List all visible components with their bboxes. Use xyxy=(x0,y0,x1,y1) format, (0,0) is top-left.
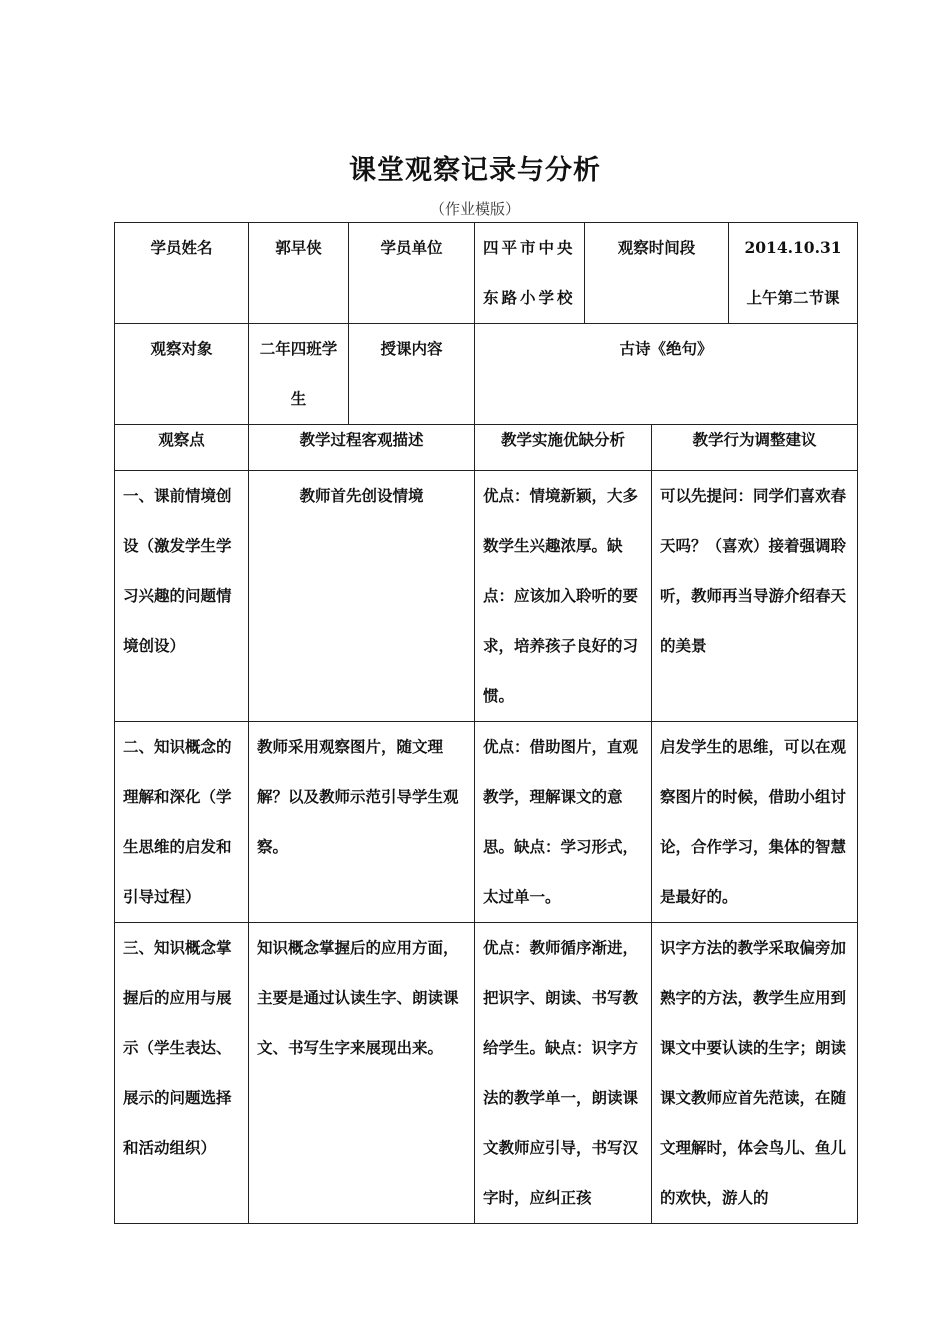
col-header-suggestion: 教学行为调整建议 xyxy=(652,425,858,471)
col-header-process: 教学过程客观描述 xyxy=(249,425,475,471)
row3-point: 三、知识概念掌握后的应用与展示（学生表达、展示的问题选择和活动组织） xyxy=(115,923,249,1224)
label-object: 观察对象 xyxy=(115,324,249,425)
observation-table xyxy=(114,222,858,1224)
row3-suggestion: 识字方法的教学采取偏旁加熟字的方法，教学生应用到课文中要认读的生字；朗读课文教师应首先范读，在随文理解时，体会鸟儿、鱼儿的欢快，游人的 xyxy=(652,923,858,1224)
row2-process: 教师采用观察图片，随文理解？以及教师示范引导学生观察。 xyxy=(249,722,475,923)
table-row xyxy=(115,923,858,1224)
column-header-row xyxy=(115,425,858,471)
header-row-1 xyxy=(115,223,858,324)
row3-analysis: 优点：教师循序渐进，把识字、朗读、书写教给学生。缺点：识字方法的教学单一，朗读课文教师应引导，书写汉字时，应纠正孩 xyxy=(475,923,652,1224)
document-title: 课堂观察记录与分析 xyxy=(349,155,601,186)
table-row xyxy=(115,471,858,722)
header-row-2 xyxy=(115,324,858,425)
table-row xyxy=(115,722,858,923)
value-unit: 四平市中央东路小学校 xyxy=(475,223,585,324)
row2-point: 二、知识概念的理解和深化（学生思维的启发和引导过程） xyxy=(115,722,249,923)
col-header-point: 观察点 xyxy=(115,425,249,471)
label-time: 观察时间段 xyxy=(585,223,729,324)
value-content: 古诗《绝句》 xyxy=(475,324,858,425)
col-header-analysis: 教学实施优缺分析 xyxy=(475,425,652,471)
value-time: 2014.10.31上午第二节课 xyxy=(729,223,858,324)
row2-suggestion: 启发学生的思维，可以在观察图片的时候，借助小组讨论，合作学习，集体的智慧是最好的。 xyxy=(652,722,858,923)
row2-analysis: 优点：借助图片，直观教学，理解课文的意思。缺点：学习形式，太过单一。 xyxy=(475,722,652,923)
row1-point: 一、课前情境创设（激发学生学习兴趣的问题情境创设） xyxy=(115,471,249,722)
value-object: 二年四班学生 xyxy=(249,324,349,425)
value-name: 郭早侠 xyxy=(249,223,349,324)
label-content: 授课内容 xyxy=(349,324,475,425)
row3-process: 知识概念掌握后的应用方面，主要是通过认读生字、朗读课文、书写生字来展现出来。 xyxy=(249,923,475,1224)
row1-suggestion: 可以先提问：同学们喜欢春天吗？（喜欢）接着强调聆听，教师再当导游介绍春天的美景 xyxy=(652,471,858,722)
document-subtitle: （作业模版） xyxy=(429,200,520,218)
row1-analysis: 优点：情境新颖，大多数学生兴趣浓厚。缺点：应该加入聆听的要求，培养孩子良好的习惯。 xyxy=(475,471,652,722)
label-unit: 学员单位 xyxy=(349,223,475,324)
row1-process: 教师首先创设情境 xyxy=(249,471,475,722)
label-name: 学员姓名 xyxy=(115,223,249,324)
